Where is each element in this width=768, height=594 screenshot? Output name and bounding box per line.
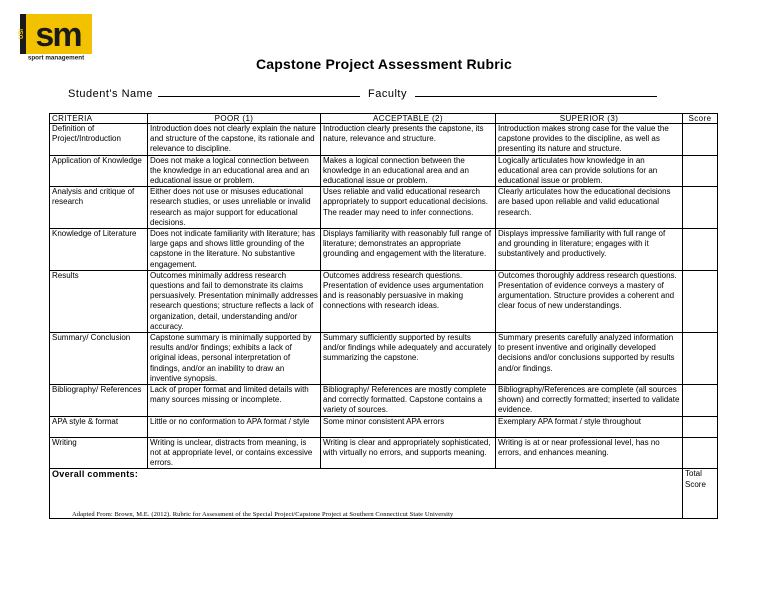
score-cell[interactable] [683,437,718,469]
faculty-label: Faculty [368,88,407,100]
header-score: Score [683,114,718,124]
poor-cell: Outcomes minimally address research questions and fail to demonstrate its claims persuasively. Presentation minimally addresses research questions; structure reflects a lack of organization, detail, understanding and/or accuracy. [148,270,321,332]
superior-cell: Logically articulates how knowledge in an educational area can provide solutions for an educational issue or problem. [496,155,683,187]
criteria-cell: APA style & format [50,416,148,437]
logo-tagline: sport management [27,54,85,62]
table-row [50,270,718,332]
table-row [50,155,718,187]
criteria-cell: Results [50,270,148,332]
faculty-field [368,86,657,100]
faculty-line[interactable] [415,86,657,97]
student-name-label: Student's Name [68,88,153,100]
score-cell[interactable] [683,124,718,156]
criteria-cell: Writing [50,437,148,469]
acceptable-cell: Outcomes address research questions. Presentation of evidence uses argumentation and is reasonably persuasive in making connections with research ideas. [321,270,496,332]
poor-cell: Little or no conformation to APA format / style [148,416,321,437]
table-row [50,187,718,229]
score-cell[interactable] [683,155,718,187]
rubric-table [49,113,718,519]
header-acceptable: ACCEPTABLE (2) [321,114,496,124]
page-title: Capstone Project Assessment Rubric [255,56,513,72]
acceptable-cell: Makes a logical connection between the knowledge in an educational area and an educational issue or problem. [321,155,496,187]
superior-cell: Displays impressive familiarity with full range of and grounding in literature; engages with it substantively and productively. [496,229,683,271]
acceptable-cell: Uses reliable and valid educational research appropriately to support educational decisions. The reader may need to infer connections. [321,187,496,229]
poor-cell: Either does not use or misuses educational research studies, or uses unreliable or invalid research as major support for educational decisions. [148,187,321,229]
score-cell[interactable] [683,416,718,437]
student-name-field [68,86,360,100]
acceptable-cell: Introduction clearly presents the capstone, its nature, relevance and structure. [321,124,496,156]
score-cell[interactable] [683,333,718,385]
table-row [50,437,718,469]
table-row [50,333,718,385]
superior-cell: Exemplary APA format / style throughout [496,416,683,437]
superior-cell: Writing is at or near professional level, has no errors, and enhances meaning. [496,437,683,469]
criteria-cell: Application of Knowledge [50,155,148,187]
header-poor: POOR (1) [148,114,321,124]
poor-cell: Introduction does not clearly explain the nature and structure of the capstone, its rationale and relevance to discipline. [148,124,321,156]
criteria-cell: Bibliography/ References [50,385,148,417]
total-score-cell[interactable]: Total Score [683,469,718,519]
acceptable-cell: Writing is clear and appropriately sophisticated, with virtually no errors, and supports meaning. [321,437,496,469]
score-cell[interactable] [683,229,718,271]
header-superior: SUPERIOR (3) [496,114,683,124]
logo-letters: sm [35,16,81,54]
citation-note: Adapted From: Brown, M.E. (2012). Rubric for Assessment of the Special Project/Capstone Project at Southern Connecticut State University [72,511,454,518]
superior-cell: Clearly articulates how the educational decisions are based upon reliable and valid educational research. [496,187,683,229]
usi-sport-management-logo [20,14,92,60]
table-row [50,385,718,417]
criteria-cell: Summary/ Conclusion [50,333,148,385]
header-criteria: CRITERIA [50,114,148,124]
logo-side-text: USI [19,28,25,40]
header-row [50,114,718,124]
table-row [50,124,718,156]
table-row [50,416,718,437]
poor-cell: Capstone summary is minimally supported by results and/or findings; exhibits a lack of original ideas, personal interpretation of findings, and/or an inability to draw an inventive synopsis. [148,333,321,385]
acceptable-cell: Bibliography/ References are mostly complete and correctly formatted. Capstone contains a variety of sources. [321,385,496,417]
poor-cell: Writing is unclear, distracts from meaning, is not at appropriate level, or contains excessive errors. [148,437,321,469]
criteria-cell: Definition of Project/Introduction [50,124,148,156]
student-name-line[interactable] [158,86,360,97]
superior-cell: Outcomes thoroughly address research questions. Presentation of evidence conveys a mastery of argumentation. Structure provides a coherent and clear focus of new understandings. [496,270,683,332]
criteria-cell: Knowledge of Literature [50,229,148,271]
superior-cell: Introduction makes strong case for the value the capstone provides to the discipline, as well as presenting its nature and structure. [496,124,683,156]
poor-cell: Does not indicate familiarity with literature; has large gaps and shows little grounding of the capstone in the literature. No substantive engagement. [148,229,321,271]
score-cell[interactable] [683,270,718,332]
criteria-cell: Analysis and critique of research [50,187,148,229]
overall-comments-label: Overall comments: [52,469,139,480]
poor-cell: Lack of proper format and limited details with many sources missing or incomplete. [148,385,321,417]
table-row [50,229,718,271]
poor-cell: Does not make a logical connection between the knowledge in an educational area and an educational issue or problem. [148,155,321,187]
acceptable-cell: Some minor consistent APA errors [321,416,496,437]
acceptable-cell: Displays familiarity with reasonably full range of literature; demonstrates an appropriate grounding and engagement with the literature. [321,229,496,271]
superior-cell: Bibliography/References are complete (all sources shown) and correctly formatted; inserted to validate evidence. [496,385,683,417]
superior-cell: Summary presents carefully analyzed information to present inventive and originally developed decisions and/or conclusions supported by results and/or findings. [496,333,683,385]
acceptable-cell: Summary sufficiently supported by results and/or findings while adequately and accurately summarizing the capstone. [321,333,496,385]
score-cell[interactable] [683,187,718,229]
score-cell[interactable] [683,385,718,417]
